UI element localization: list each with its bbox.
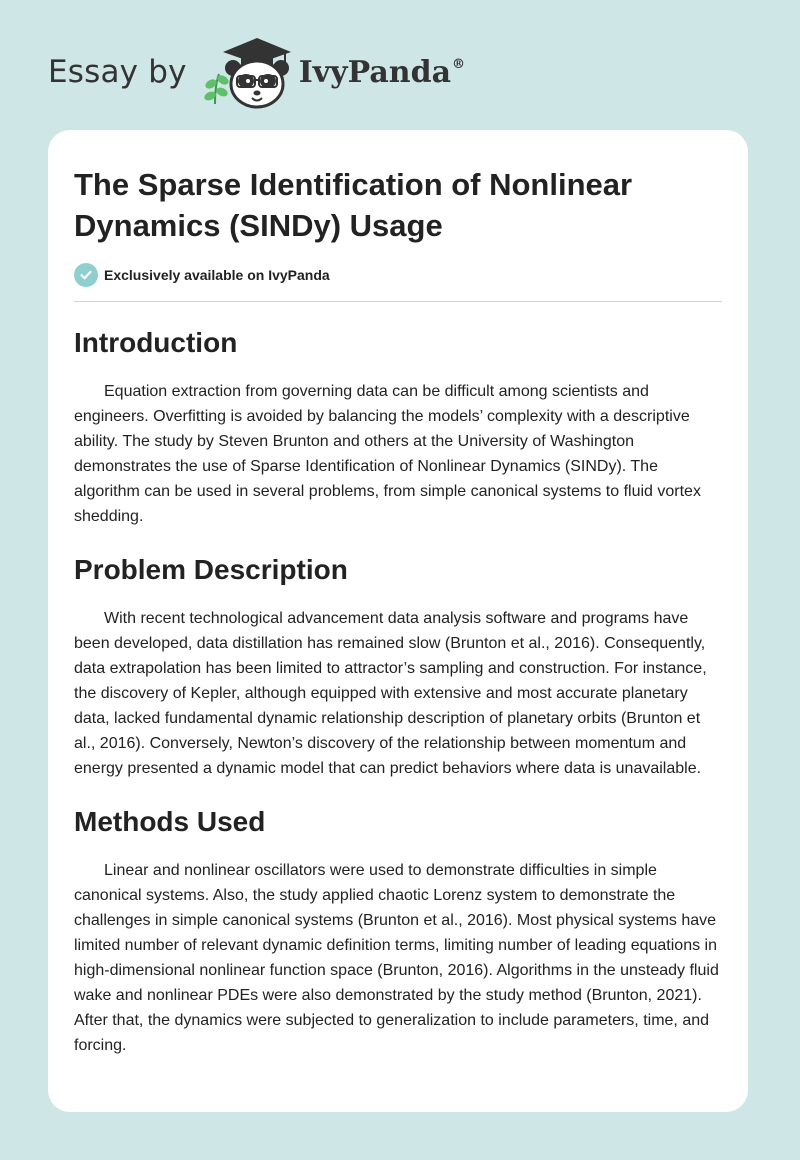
brand-name-text: IvyPanda [298, 54, 452, 90]
brand-name[interactable] [299, 55, 465, 90]
essay-card [48, 130, 748, 1112]
exclusive-badge-text: Exclusively available on IvyPanda [104, 267, 330, 283]
essay-title: The Sparse Identification of Nonlinear Dynamics (SINDy) Usage [74, 167, 633, 243]
section-paragraph: Equation extraction from governing data can be difficult among scientists and engineers. Overfitting is avoided by balancing the models’ complexity with a descriptive ability. The study by Steven Brunton and others at the University of Washington demonstrates the use of Sparse Identification of Nonlinear Dynamics (SINDy). The algorithm can be used in several problems, from simple canonical systems to fluid vortex shedding. [74, 383, 701, 525]
brand-prefix: Essay by [48, 54, 187, 90]
section-paragraph: Linear and nonlinear oscillators were used to demonstrate difficulties in simple canonical systems. Also, the study applied chaotic Lorenz system to demonstrate the challenges in simple canonical systems (Brunton et al., 2016). Most physical systems have limited number of relevant dynamic definition terms, limiting number of leading equations in high-dimensional nonlinear function space (Brunton, 2016). Algorithms in the unsteady fluid wake and nonlinear PDEs were also demonstrated by the study method (Brunton, 2021). After that, the dynamics were subjected to generalization to include parameters, time, and forcing. [74, 862, 719, 1054]
divider [74, 301, 722, 302]
section-introduction [74, 326, 722, 529]
panda-logo-icon[interactable] [201, 34, 293, 110]
section-methods-used [74, 805, 722, 1058]
checkmark-icon [74, 263, 98, 287]
registered-mark: ® [452, 56, 466, 72]
section-heading: Problem Description [74, 554, 348, 585]
section-heading: Methods Used [74, 806, 266, 837]
exclusive-badge [74, 263, 722, 287]
section-problem-description [74, 553, 722, 781]
brand-header [48, 34, 465, 110]
section-paragraph: With recent technological advancement data analysis software and programs have been developed, data distillation has remained slow (Brunton et al., 2016). Consequently, data extrapolation has been limited to attractor’s sampling and construction. For instance, the discovery of Kepler, although equipped with extensive and most accurate planetary data, lacked fundamental dynamic relationship description of planetary orbits (Brunton et al., 2016). Conversely, Newton’s discovery of the relationship between momentum and energy presented a dynamic model that can predict behaviors where data is unavailable. [74, 610, 707, 777]
section-heading: Introduction [74, 327, 238, 358]
